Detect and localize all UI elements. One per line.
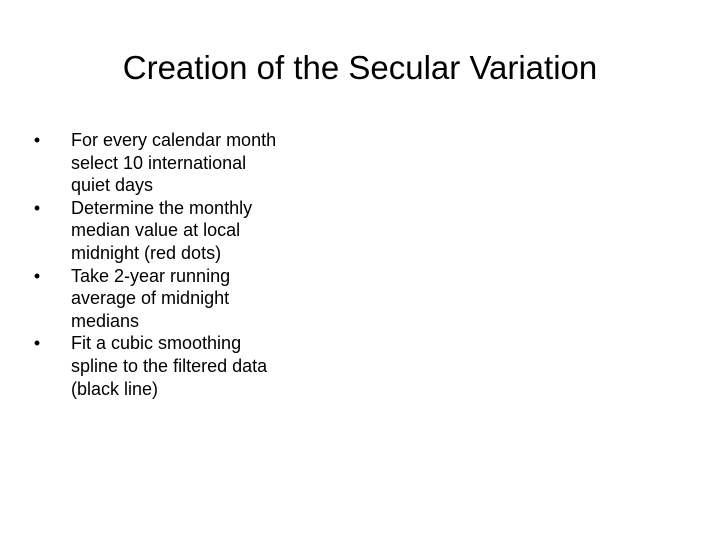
bullet-item-3 (30, 265, 280, 333)
bullet-icon: • (33, 197, 41, 218)
bullet-item-4 (30, 332, 280, 400)
bullet-icon: • (33, 333, 41, 354)
bullet-text: Take 2-year running average of midnight medians (71, 265, 231, 331)
bullet-item-2 (30, 197, 280, 265)
bullet-icon: • (33, 130, 41, 150)
slide-title: Creation of the Secular Variation (122, 49, 598, 86)
bullet-text: Determine the monthly median value at local midnight (red dots) (71, 197, 253, 263)
bullet-text: For every calendar month select 10 international quiet days (71, 130, 277, 196)
bullet-text: Fit a cubic smoothing spline to the filtered data (black line) (71, 333, 268, 399)
bullet-item-1 (30, 129, 280, 197)
bullet-list (30, 129, 280, 400)
bullet-icon: • (33, 265, 41, 286)
